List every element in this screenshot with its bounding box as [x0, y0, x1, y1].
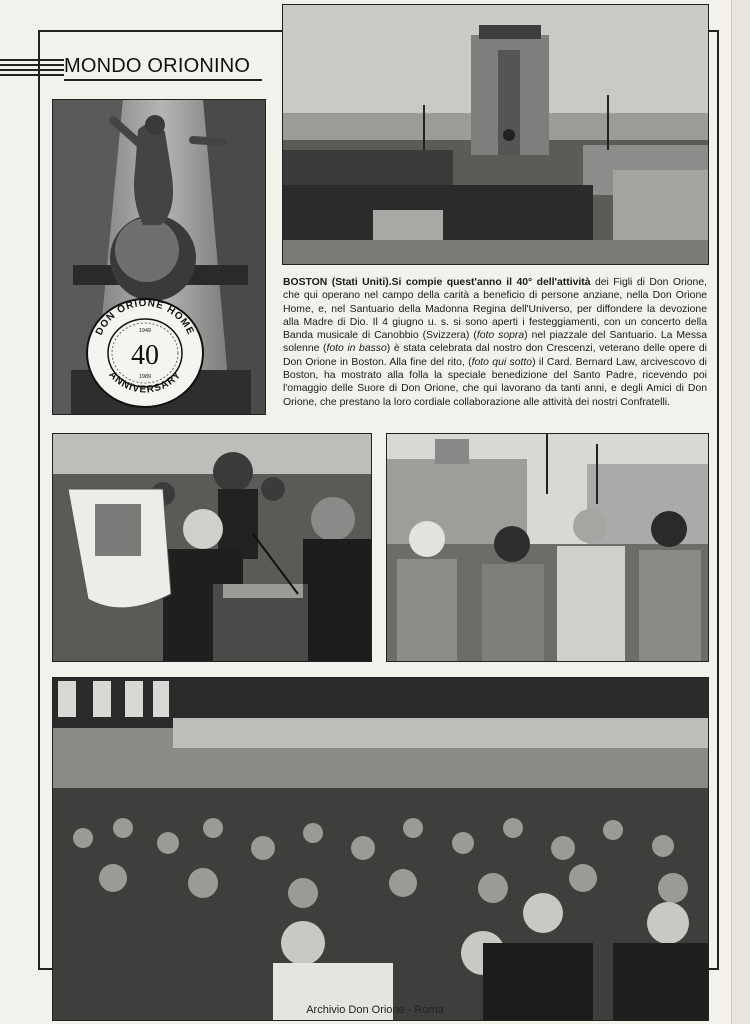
seal-bottom-text: ANNIVERSARY [106, 369, 184, 396]
photo-sisters-tribute [386, 433, 709, 662]
archive-credit: Archivio Don Orione - Roma [306, 1004, 444, 1016]
frame-line-top [38, 30, 283, 32]
seal-year-start: 1949 [138, 328, 152, 334]
rubric-underline [64, 79, 262, 81]
photo-sanctuary-concert [282, 4, 709, 265]
article-lead: Si compie quest'anno il 40° dell'attività [391, 277, 591, 288]
photo-cardinal-blessing [52, 433, 372, 662]
photo-ref-here: foto qui sotto [471, 356, 533, 368]
page-edge [731, 0, 750, 1024]
article-lead-place: BOSTON (Stati Uniti). [283, 277, 392, 288]
photo-solemn-mass-congregation [52, 677, 709, 1021]
seal-year-end: 1989 [138, 374, 152, 380]
seal-number: 40 [131, 340, 159, 371]
seal-top-text: DON ORIONE HOME [93, 298, 197, 338]
article-body-4: ) il Card. Bernard Law, arcivescovo di Boston, ha mostrato alla folla la speciale benedizione del Santo Padre, ricevendo poi l'omaggio delle Suore di Don Orione, che qui lavorano da tanti anni, e degli Amici di Don Orione, che prestano la loro cordiale collaborazione alle attività dei nostri Confratelli. [283, 356, 707, 408]
article-body-2: ) nel piazzale del Santuario. La Messa solenne ( [283, 330, 707, 355]
section-rubric [0, 55, 270, 81]
article-body-3: ) è stata celebrata dal nostro don Crescenzi, veterano delle opere di Don Orione in Boston. Alla fine del rito, ( [283, 343, 707, 368]
photo-ref-below: foto in basso [326, 343, 387, 355]
anniversary-seal [86, 298, 204, 408]
rubric-rules [0, 59, 64, 79]
frame-line-right [717, 30, 719, 970]
section-title: MONDO ORIONINO [64, 55, 251, 77]
photo-ref-above: foto sopra [476, 330, 525, 342]
article-body-1: dei Figli di Don Orione, che qui operano nel campo della carità a beneficio di persone anziane, nella Don Orione Home, e, nel Santuario della Madonna Regina dell'Universo, per diffondere la devozione alla Madre di Dio. Il 4 giugno u. s. si sono aperti i festeggiamenti, con un concerto della Banda musicale di Canobbio (Svizzera) ( [283, 277, 707, 342]
photo-statue-anniversary-seal [52, 99, 266, 415]
article-text [283, 276, 707, 409]
frame-line-left [38, 30, 40, 970]
